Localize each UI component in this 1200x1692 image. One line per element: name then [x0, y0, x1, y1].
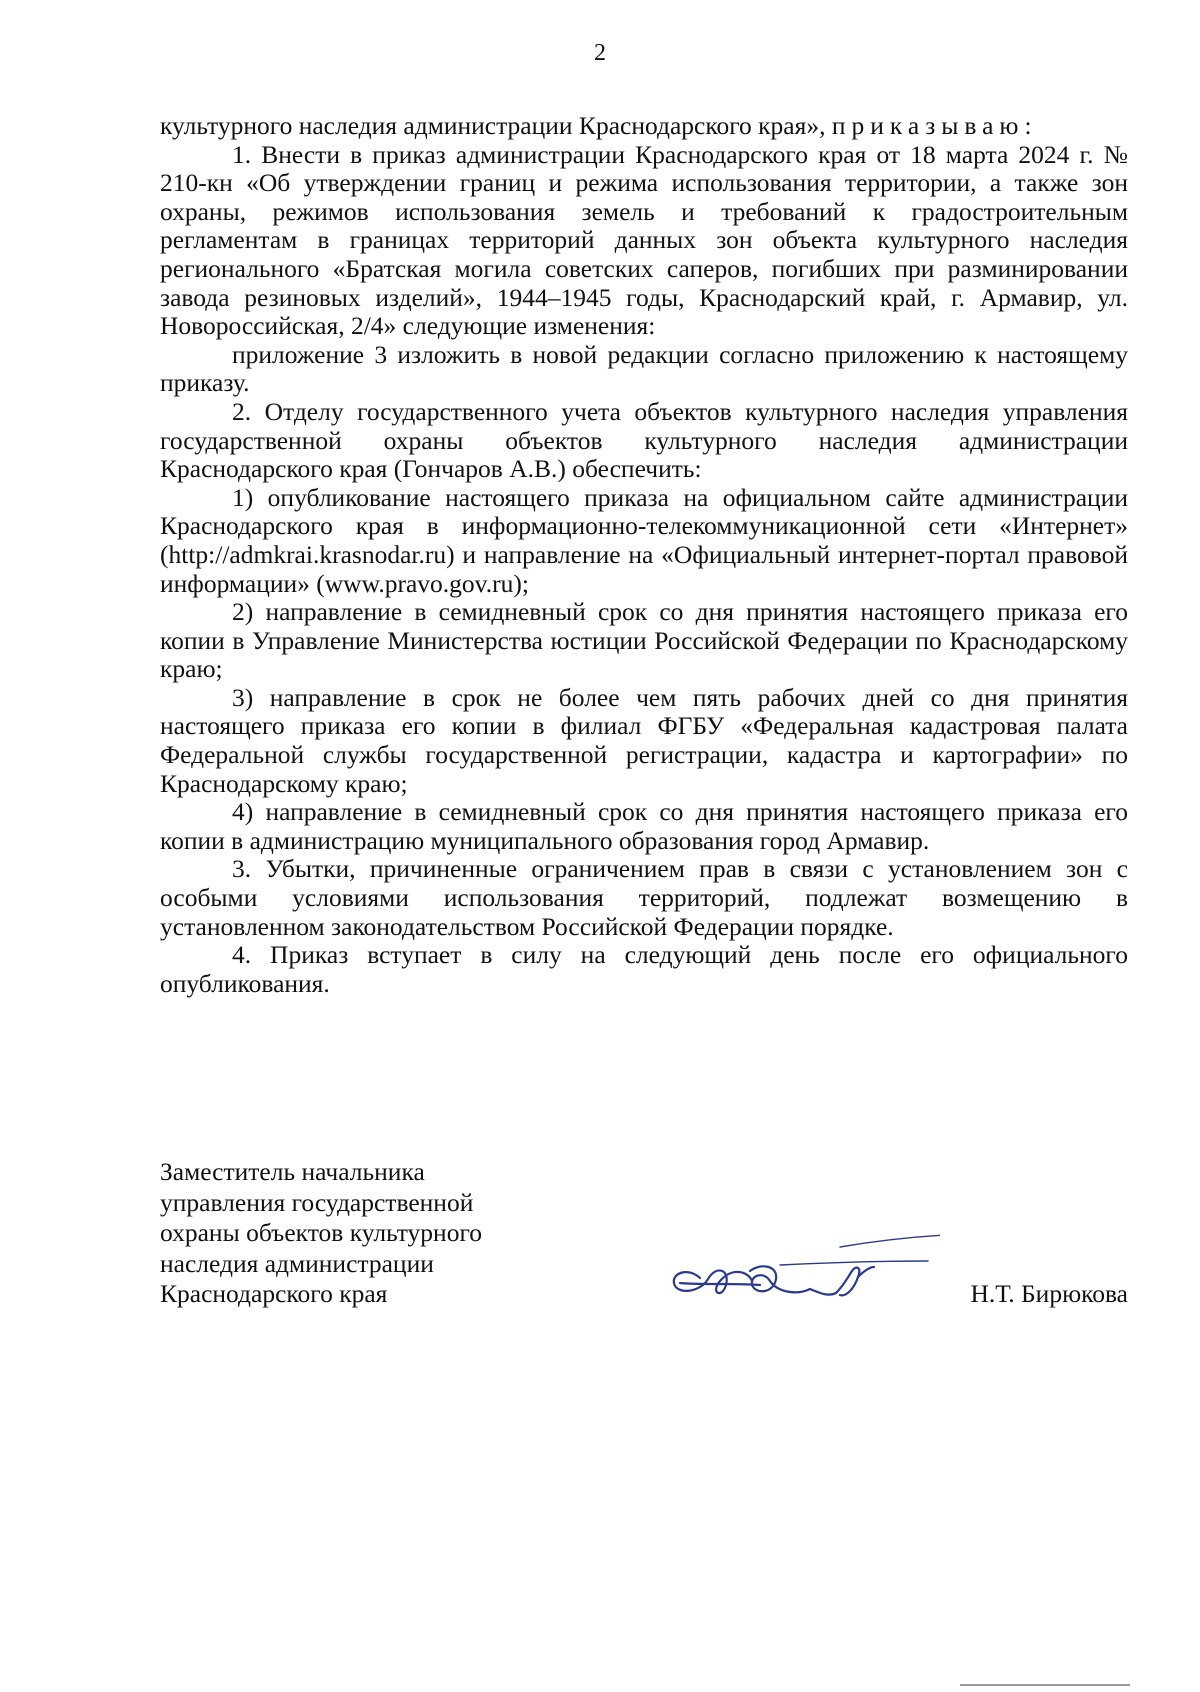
paragraph-item-4: 4. Приказ вступает в силу на следующий день после его официального опубликования. [160, 940, 1128, 998]
scan-edge-line [960, 1684, 1130, 1686]
signatory-title-line: Краснодарского края [160, 1279, 388, 1308]
intro-text: культурного наследия администрации Краснодарского края», [160, 111, 832, 140]
signatory-title [160, 1157, 600, 1310]
paragraph-subitem-3: 3) направление в срок не более чем пять рабочих дней со дня принятия настоящего приказа его копии в филиал ФГБУ «Федеральная кадастровая палата Федеральной службы государственной регистрации, кадастра и картографии» по Краснодарскому краю; [160, 682, 1128, 798]
paragraph-annex: приложение 3 изложить в новой редакции согласно приложению к настоящему приказу. [160, 339, 1128, 398]
paragraph-subitem-2: 2) направление в семидневный срок со дня принятия настоящего приказа его копии в Управление Министерства юстиции Российской Федерации по Краснодарскому краю; [160, 597, 1128, 684]
signatory-title-line: наследия администрации [160, 1248, 434, 1278]
signature-block [160, 1157, 1128, 1317]
handwritten-signature [660, 1223, 940, 1313]
paragraph-subitem-1: 1) опубликование настоящего приказа на официальном сайте администрации Краснодарского края в информационно-телекоммуникационной сети «Интернет» (http://admkrai.krasnodar.ru) и направление на «Официальный интернет-портал правовой информации» (www.pravo.gov.ru); [160, 482, 1128, 598]
signatory-title-line: управления государственной [160, 1187, 474, 1217]
paragraph-intro [160, 112, 1128, 141]
page-number: 2 [594, 40, 606, 66]
order-body [160, 112, 1128, 998]
paragraph-item-3: 3. Убытки, причиненные ограничением прав в связи с установлением зон с особыми условиями использования территорий, подлежат возмещению в установленном законодательством Российской Федерации порядке. [160, 854, 1128, 941]
signatory-title-line: Заместитель начальника [160, 1157, 425, 1186]
order-word: приказываю: [831, 111, 1038, 140]
paragraph-item-1: 1. Внести в приказ администрации Краснодарского края от 18 марта 2024 г. № 210-кн «Об утверждении границ и режима использования территории, а также зон охраны, режимов использования земель и требований к градостроительным регламентам в границах территорий данных зон объекта культурного наследия регионального «Братская могила советских саперов, погибших при разминировании завода резиновых изделий», 1944–1945 годы, Краснодарский край, г. Армавир, ул. Новороссийская, 2/4» следующие изменения: [160, 139, 1128, 341]
signatory-title-line: охраны объектов культурного [160, 1218, 483, 1247]
paragraph-subitem-4: 4) направление в семидневный срок со дня принятия настоящего приказа его копии в администрацию муниципального образования город Армавир. [160, 797, 1128, 855]
paragraph-item-2: 2. Отделу государственного учета объектов культурного наследия управления государственной охраны объектов культурного наследия администрации Краснодарского края (Гончаров А.В.) обеспечить: [160, 396, 1128, 484]
signatory-name: Н.Т. Бирюкова [970, 1279, 1128, 1308]
